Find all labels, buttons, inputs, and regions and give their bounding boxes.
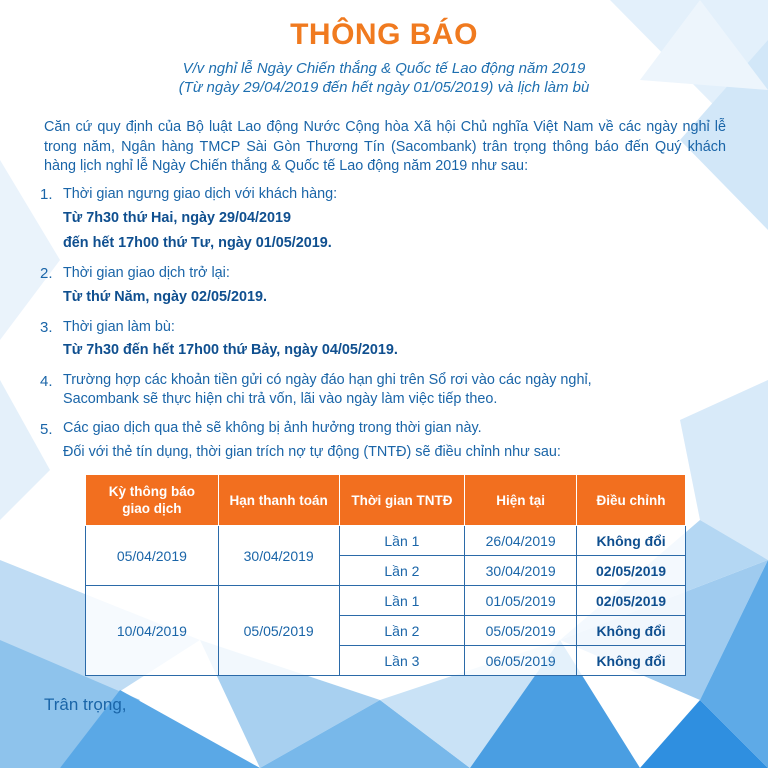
item-1-number: 1.	[40, 186, 53, 203]
item-3-bold-line1: Từ 7h30 đến hết 17h00 thứ Bảy, ngày 04/05/2019.	[63, 342, 398, 358]
tntd-cell: Lần 2	[339, 616, 465, 646]
table-row	[86, 526, 686, 556]
notice-title: THÔNG BÁO	[290, 18, 478, 51]
item-1-text: Thời gian ngưng giao dịch với khách hàng:	[63, 186, 338, 202]
period-cell: 10/04/2019	[86, 586, 219, 676]
item-2-bold-line1: Từ thứ Năm, ngày 02/05/2019.	[63, 289, 268, 305]
adjusted-cell: Không đổi	[577, 616, 686, 646]
adjusted-cell: 02/05/2019	[577, 556, 686, 586]
notice-subtitle-line2: (Từ ngày 29/04/2019 đến hết ngày 01/05/2019) và lịch làm bù	[178, 79, 590, 96]
header-period-line2: giao dịch	[122, 501, 182, 516]
item-1-bold-line1: Từ 7h30 thứ Hai, ngày 29/04/2019	[63, 210, 292, 226]
item-4-text-line1: Trường hợp các khoản tiền gửi có ngày đáo hạn ghi trên Sổ rơi vào các ngày nghỉ,	[63, 372, 592, 388]
tntd-cell: Lần 2	[339, 556, 465, 586]
item-4-text-line2: Sacombank sẽ thực hiện chi trả vốn, lãi vào ngày làm việc tiếp theo.	[63, 391, 498, 407]
header-current: Hiện tại	[465, 475, 577, 526]
item-3-number: 3.	[40, 319, 53, 336]
adjusted-cell: Không đổi	[577, 646, 686, 676]
item-5-text-line2: Đối với thẻ tín dụng, thời gian trích nợ tự động (TNTĐ) sẽ điều chỉnh như sau:	[63, 444, 561, 460]
current-cell: 01/05/2019	[465, 586, 577, 616]
intro-paragraph: Căn cứ quy định của Bộ luật Lao động Nước Cộng hòa Xã hội Chủ nghĩa Việt Nam về các ngày nghỉ lễ trong năm, Ngân hàng TMCP Sài Gòn Thương Tín (Sacombank) trân trọng thông báo đến Quý khách hàng lịch nghỉ lễ Ngày Chiến thắng & Quốc tế Lao động năm 2019 như sau:	[44, 119, 726, 174]
item-5-text-line1: Các giao dịch qua thẻ sẽ không bị ảnh hưởng trong thời gian này.	[63, 420, 482, 436]
adjusted-cell: Không đổi	[577, 526, 686, 556]
header-period	[86, 475, 219, 526]
current-cell: 05/05/2019	[465, 616, 577, 646]
header-due: Hạn thanh toán	[218, 475, 339, 526]
item-3-text: Thời gian làm bù:	[63, 319, 175, 335]
tntd-cell: Lần 1	[339, 586, 465, 616]
auto-debit-schedule-table	[85, 474, 686, 676]
item-4-number: 4.	[40, 373, 53, 390]
item-5-number: 5.	[40, 421, 53, 438]
adjusted-cell: 02/05/2019	[577, 586, 686, 616]
header-adjusted: Điều chỉnh	[577, 475, 686, 526]
table-header-row	[86, 475, 686, 526]
item-2-number: 2.	[40, 265, 53, 282]
current-cell: 26/04/2019	[465, 526, 577, 556]
table-row	[86, 586, 686, 616]
tntd-cell: Lần 1	[339, 526, 465, 556]
period-cell: 05/04/2019	[86, 526, 219, 586]
item-2-text: Thời gian giao dịch trở lại:	[63, 265, 230, 281]
due-cell: 05/05/2019	[218, 586, 339, 676]
closing-text: Trân trọng,	[44, 695, 127, 714]
item-1-bold-line2: đến hết 17h00 thứ Tư, ngày 01/05/2019.	[63, 235, 332, 251]
header-period-line1: Kỳ thông báo	[108, 484, 195, 499]
tntd-cell: Lần 3	[339, 646, 465, 676]
notice-subtitle-line1: V/v nghỉ lễ Ngày Chiến thắng & Quốc tế Lao động năm 2019	[182, 60, 586, 77]
header-tntd: Thời gian TNTĐ	[339, 475, 465, 526]
current-cell: 30/04/2019	[465, 556, 577, 586]
due-cell: 30/04/2019	[218, 526, 339, 586]
current-cell: 06/05/2019	[465, 646, 577, 676]
